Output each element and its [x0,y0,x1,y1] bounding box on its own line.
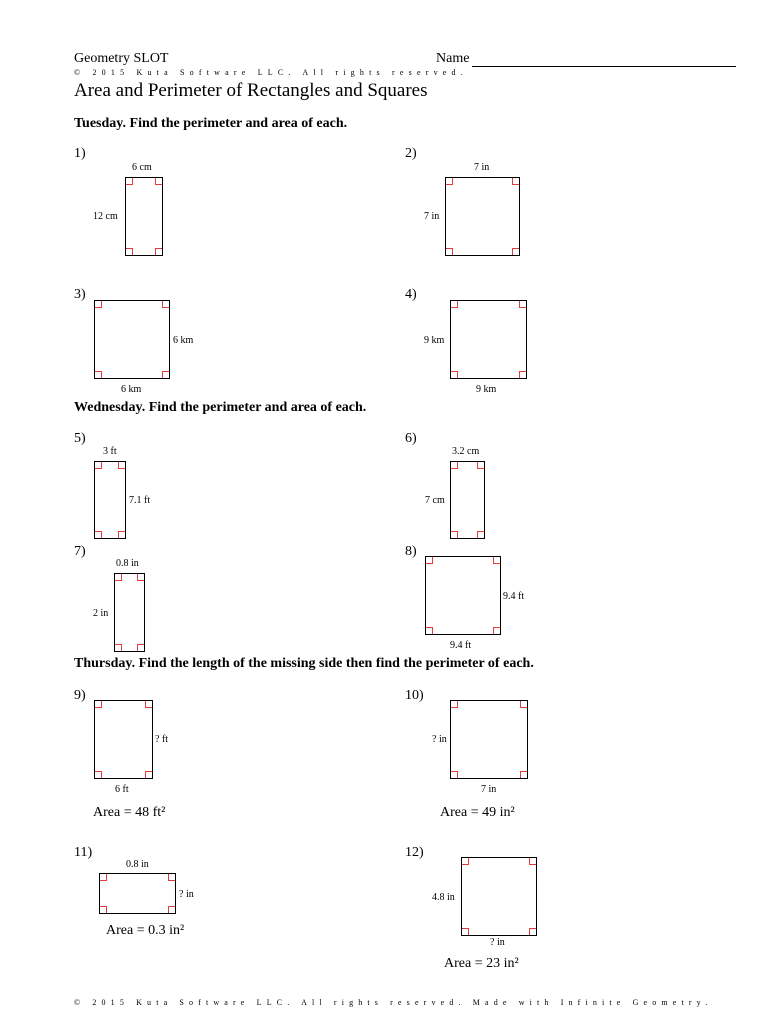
right-angle-marker [95,462,102,469]
right-angle-marker [137,644,144,651]
problem-9-number: 9) [74,688,86,703]
right-angle-marker [451,462,458,469]
right-angle-marker [462,858,469,865]
right-angle-marker [512,178,519,185]
problem-9-width-label: 6 ft [115,784,129,795]
problem-10-rectangle [450,700,528,779]
right-angle-marker [155,178,162,185]
problem-11-height-label: ? in [179,889,194,900]
right-angle-marker [145,771,152,778]
problem-10-number: 10) [405,688,424,703]
problem-10-width-label: 7 in [481,784,497,795]
section-wednesday: Wednesday. Find the perimeter and area of each. [74,400,367,415]
right-angle-marker [451,301,458,308]
right-angle-marker [477,531,484,538]
problem-2-height-label: 7 in [424,211,440,222]
right-angle-marker [519,301,526,308]
problem-7-width-label: 0.8 in [116,558,139,569]
problem-8-number: 8) [405,544,417,559]
problem-2-number: 2) [405,146,417,161]
worksheet-title: Area and Perimeter of Rectangles and Squares [74,80,428,101]
problem-8-height-label: 9.4 ft [503,591,525,602]
right-angle-marker [529,858,536,865]
right-angle-marker [520,701,527,708]
problem-11-width-label: 0.8 in [126,859,149,870]
problem-7-number: 7) [74,544,86,559]
problem-3-width-label: 6 km [121,384,142,395]
right-angle-marker [451,531,458,538]
problem-9-height-label: ? ft [155,734,169,745]
problem-4-number: 4) [405,287,417,302]
problem-1-number: 1) [74,146,86,161]
problem-3-rectangle [94,300,170,379]
problem-6-width-label: 3.2 cm [452,446,480,457]
right-angle-marker [126,248,133,255]
right-angle-marker [100,906,107,913]
right-angle-marker [95,771,102,778]
right-angle-marker [162,301,169,308]
right-angle-marker [168,874,175,881]
problem-12-area: Area = 23 in² [444,956,519,971]
problem-2-rectangle [445,177,520,256]
right-angle-marker [95,701,102,708]
header-copyright: © 2015 Kuta Software LLC. All rights reserved. [74,68,468,77]
problem-7-rectangle [114,573,145,652]
right-angle-marker [446,178,453,185]
problem-4-width-label: 9 km [476,384,497,395]
problem-6-number: 6) [405,431,417,446]
section-tuesday: Tuesday. Find the perimeter and area of each. [74,116,348,131]
right-angle-marker [426,627,433,634]
problem-9-area: Area = 48 ft² [93,805,166,820]
right-angle-marker [168,906,175,913]
right-angle-marker [95,371,102,378]
right-angle-marker [155,248,162,255]
right-angle-marker [95,301,102,308]
footer-copyright: © 2015 Kuta Software LLC. All rights reserved. Made with Infinite Geometry. [74,998,713,1007]
problem-5-height-label: 7.1 ft [129,495,151,506]
problem-1-rectangle [125,177,163,256]
right-angle-marker [451,771,458,778]
right-angle-marker [145,701,152,708]
right-angle-marker [115,574,122,581]
course-title: Geometry SLOT [74,51,169,66]
right-angle-marker [118,531,125,538]
right-angle-marker [426,557,433,564]
right-angle-marker [477,462,484,469]
right-angle-marker [520,771,527,778]
name-label: Name [436,51,470,66]
problem-12-width-label: ? in [490,937,505,948]
problem-1-height-label: 12 cm [93,211,118,222]
problem-4-rectangle [450,300,527,379]
problem-3-height-label: 6 km [173,335,194,346]
problem-11-rectangle [99,873,176,914]
problem-5-width-label: 3 ft [103,446,117,457]
right-angle-marker [493,627,500,634]
right-angle-marker [100,874,107,881]
right-angle-marker [519,371,526,378]
right-angle-marker [126,178,133,185]
right-angle-marker [137,574,144,581]
problem-11-number: 11) [74,845,93,860]
right-angle-marker [512,248,519,255]
right-angle-marker [451,701,458,708]
problem-9-rectangle [94,700,153,779]
problem-3-number: 3) [74,287,86,302]
right-angle-marker [446,248,453,255]
right-angle-marker [462,928,469,935]
problem-5-rectangle [94,461,126,539]
problem-7-height-label: 2 in [93,608,109,619]
problem-8-rectangle [425,556,501,635]
problem-12-height-label: 4.8 in [432,892,455,903]
problem-12-rectangle [461,857,537,936]
problem-6-rectangle [450,461,485,539]
problem-12-number: 12) [405,845,424,860]
section-thursday: Thursday. Find the length of the missing side then find the perimeter of each. [74,656,534,671]
problem-10-height-label: ? in [432,734,447,745]
problem-2-width-label: 7 in [474,162,490,173]
problem-6-height-label: 7 cm [425,495,445,506]
problem-1-width-label: 6 cm [132,162,152,173]
problem-11-area: Area = 0.3 in² [106,923,185,938]
right-angle-marker [115,644,122,651]
problem-5-number: 5) [74,431,86,446]
right-angle-marker [493,557,500,564]
name-field-line[interactable] [472,66,736,67]
problem-4-height-label: 9 km [424,335,445,346]
right-angle-marker [529,928,536,935]
problem-8-width-label: 9.4 ft [450,640,472,651]
right-angle-marker [162,371,169,378]
right-angle-marker [95,531,102,538]
right-angle-marker [451,371,458,378]
problem-10-area: Area = 49 in² [440,805,515,820]
right-angle-marker [118,462,125,469]
